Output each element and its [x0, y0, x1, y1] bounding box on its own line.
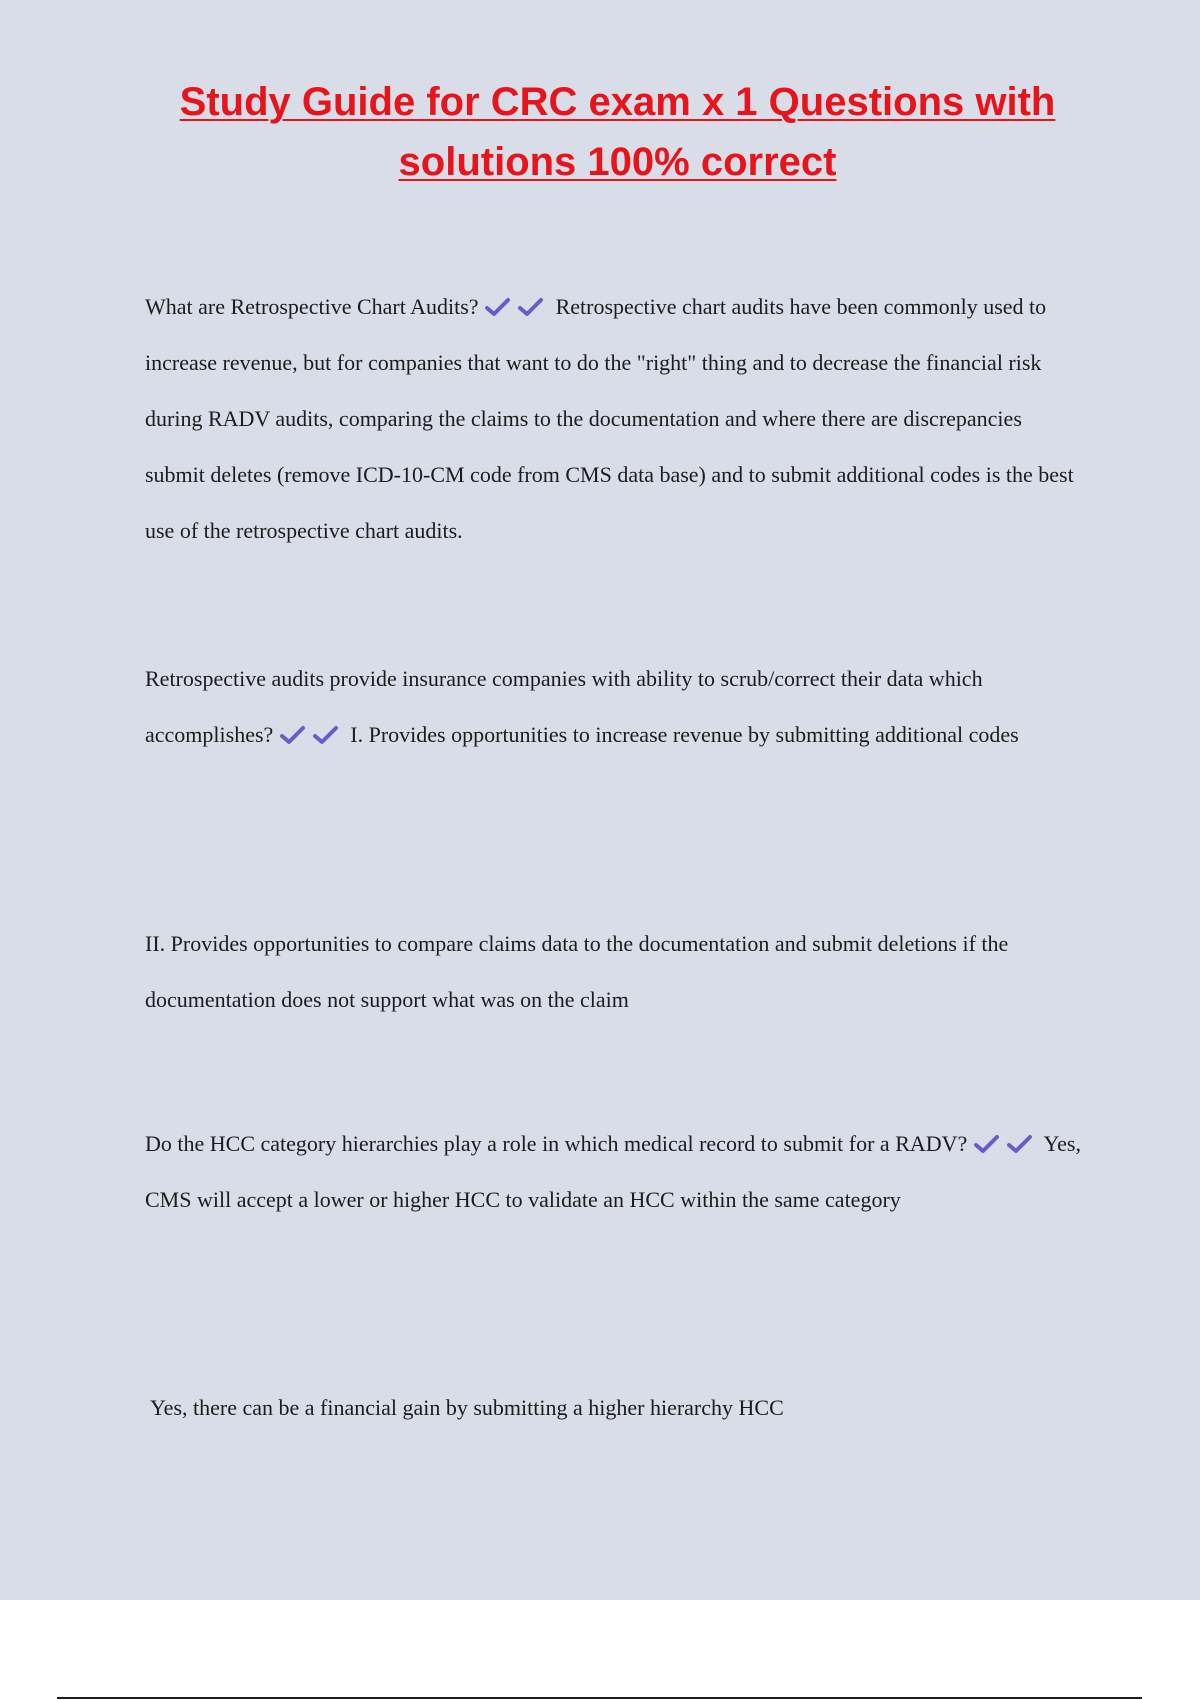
checkmark-icon — [484, 297, 511, 317]
checkmark-icon — [517, 297, 544, 317]
answer-text: Retrospective chart audits have been commonly used to increase revenue, but for companies that want to do the "right" thing and to decrease the financial risk during RADV audits, comparing the claims to the documentation and where there are discrepancies submit deletes (remove ICD-10-CM code from CMS data base) and to submit additional codes is the best use of the retrospective chart audits. — [145, 294, 1074, 543]
qa-item-2 — [145, 651, 1085, 763]
answer-text: I. Provides opportunities to increase revenue by submitting additional codes — [350, 722, 1019, 747]
title-line-1: Study Guide for CRC exam x 1 Questions with — [179, 80, 1056, 124]
paragraph-item-3 — [145, 916, 1085, 1028]
question-text: Do the HCC category hierarchies play a role in which medical record to submit for a RADV? — [145, 1131, 968, 1156]
title-line-2: solutions 100% correct — [398, 140, 837, 184]
checkmark-icon — [1006, 1134, 1033, 1154]
answer-text: Yes, CMS will accept a lower or higher HCC to validate an HCC within the same category — [145, 1131, 1081, 1212]
qa-item-4 — [145, 1116, 1085, 1228]
paragraph-text: Yes, there can be a financial gain by submitting a higher hierarchy HCC — [150, 1395, 784, 1420]
qa-item-1 — [145, 279, 1085, 559]
paragraph-text: II. Provides opportunities to compare claims data to the documentation and submit deletions if the documentation does not support what was on the claim — [145, 931, 1009, 1012]
footer-divider — [57, 1697, 1142, 1699]
question-text: What are Retrospective Chart Audits? — [145, 294, 479, 319]
question-text: Retrospective audits provide insurance companies with ability to scrub/correct their data which accomplishes? — [145, 666, 983, 747]
checkmark-icon — [279, 725, 306, 745]
checkmark-icon — [973, 1134, 1000, 1154]
checkmark-icon — [312, 725, 339, 745]
paragraph-item-5 — [150, 1380, 1090, 1436]
document-title — [100, 72, 1135, 192]
